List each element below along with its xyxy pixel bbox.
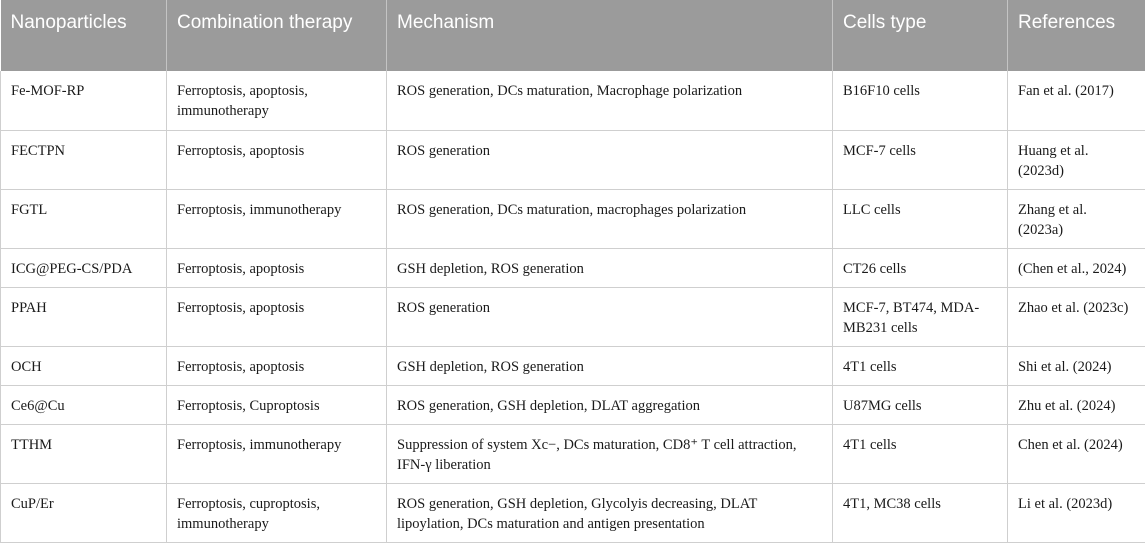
table-row: [1, 287, 1145, 346]
table-row: [1, 71, 1145, 130]
cell-nanoparticle: CuP/Er: [1, 483, 167, 542]
cell-therapy: Ferroptosis, immunotherapy: [167, 424, 387, 483]
header-mechanism: Mechanism: [387, 0, 833, 71]
cell-mechanism: GSH depletion, ROS generation: [387, 346, 833, 385]
cell-therapy: Ferroptosis, apoptosis: [167, 287, 387, 346]
cell-therapy: Ferroptosis, immunotherapy: [167, 189, 387, 248]
cell-nanoparticle: Ce6@Cu: [1, 385, 167, 424]
cell-therapy: Ferroptosis, apoptosis: [167, 248, 387, 287]
cell-mechanism: ROS generation, DCs maturation, Macrophage polarization: [387, 71, 833, 130]
cell-reference: Zhu et al. (2024): [1008, 385, 1145, 424]
cell-cells-type: 4T1, MC38 cells: [833, 483, 1008, 542]
table-row: [1, 424, 1145, 483]
cell-mechanism: ROS generation, DCs maturation, macrophages polarization: [387, 189, 833, 248]
cell-reference: Shi et al. (2024): [1008, 346, 1145, 385]
header-cells-type: Cells type: [833, 0, 1008, 71]
cell-nanoparticle: TTHM: [1, 424, 167, 483]
cell-reference: Huang et al. (2023d): [1008, 130, 1145, 189]
cell-reference: (Chen et al., 2024): [1008, 248, 1145, 287]
cell-cells-type: CT26 cells: [833, 248, 1008, 287]
table-row: [1, 189, 1145, 248]
cell-therapy: Ferroptosis, apoptosis: [167, 346, 387, 385]
cell-reference: Li et al. (2023d): [1008, 483, 1145, 542]
cell-therapy: Ferroptosis, apoptosis, immunotherapy: [167, 71, 387, 130]
cell-cells-type: MCF-7, BT474, MDA-MB231 cells: [833, 287, 1008, 346]
cell-mechanism: Suppression of system Xc−, DCs maturation, CD8⁺ T cell attraction, IFN-γ liberation: [387, 424, 833, 483]
cell-nanoparticle: FECTPN: [1, 130, 167, 189]
table-row: [1, 248, 1145, 287]
cell-reference: Fan et al. (2017): [1008, 71, 1145, 130]
cell-mechanism: ROS generation: [387, 130, 833, 189]
table-row: [1, 483, 1145, 542]
cell-therapy: Ferroptosis, apoptosis: [167, 130, 387, 189]
cell-nanoparticle: ICG@PEG-CS/PDA: [1, 248, 167, 287]
cell-cells-type: LLC cells: [833, 189, 1008, 248]
header-row: [1, 0, 1145, 71]
cell-cells-type: B16F10 cells: [833, 71, 1008, 130]
cell-therapy: Ferroptosis, cuproptosis, immunotherapy: [167, 483, 387, 542]
cell-cells-type: MCF-7 cells: [833, 130, 1008, 189]
cell-cells-type: U87MG cells: [833, 385, 1008, 424]
cell-mechanism: GSH depletion, ROS generation: [387, 248, 833, 287]
cell-nanoparticle: Fe-MOF-RP: [1, 71, 167, 130]
table-row: [1, 346, 1145, 385]
cell-mechanism: ROS generation, GSH depletion, Glycolyis decreasing, DLAT lipoylation, DCs maturation and antigen presentation: [387, 483, 833, 542]
cell-mechanism: ROS generation: [387, 287, 833, 346]
cell-cells-type: 4T1 cells: [833, 424, 1008, 483]
header-combination-therapy: Combination therapy: [167, 0, 387, 71]
cell-reference: Chen et al. (2024): [1008, 424, 1145, 483]
cell-cells-type: 4T1 cells: [833, 346, 1008, 385]
cell-nanoparticle: OCH: [1, 346, 167, 385]
table-row: [1, 130, 1145, 189]
cell-mechanism: ROS generation, GSH depletion, DLAT aggregation: [387, 385, 833, 424]
table-row: [1, 385, 1145, 424]
header-nanoparticles: Nanoparticles: [1, 0, 167, 71]
cell-reference: Zhao et al. (2023c): [1008, 287, 1145, 346]
cell-therapy: Ferroptosis, Cuproptosis: [167, 385, 387, 424]
cell-nanoparticle: PPAH: [1, 287, 167, 346]
cell-reference: Zhang et al. (2023a): [1008, 189, 1145, 248]
header-references: References: [1008, 0, 1145, 71]
cell-nanoparticle: FGTL: [1, 189, 167, 248]
